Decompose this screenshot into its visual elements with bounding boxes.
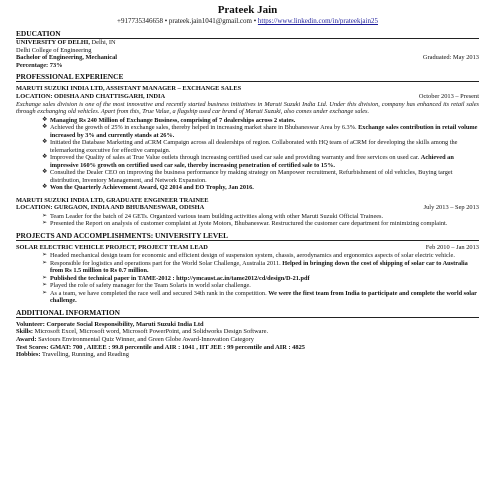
project-title: SOLAR ELECTRIC VEHICLE PROJECT, PROJECT TEAM LEAD: [16, 243, 208, 251]
project-dates: Feb 2010 – Jan 2013: [425, 243, 479, 251]
list-item: ➢ Responsible for logistics and operations part for the World Solar Challenge, Australia 2011. Helped in bringing down the cost of shipping of solar car to Australia from Rs 1.5 million to Rs 0.7 million.: [42, 259, 468, 275]
bullet-arrow-icon: ➢: [42, 212, 48, 219]
projects-heading: PROJECTS AND ACCOMPLISHMENTS: UNIVERSITY LEVEL: [16, 231, 479, 241]
degree-row: [16, 54, 479, 62]
bullet-arrow-icon: ➢: [42, 289, 48, 296]
skills-line: Skills: Microsoft Excel, Microsoft word, Microsoft PowerPoint, and Solidworks Design Software.: [16, 328, 269, 336]
university-city: Delhi, IN: [91, 39, 116, 46]
email-link[interactable]: prateek.jain1041@gmail.com: [168, 17, 252, 25]
job2-bullet-list: [16, 213, 479, 228]
list-item: ➢ Presented the Report on analysis of customer complaint at Jyote Motors, Bhubaneswar. Restructured the customer care department for minimizing complaint.: [42, 220, 448, 228]
linkedin-link[interactable]: https://www.linkedin.com/in/prateekjain25: [257, 17, 378, 25]
volunteer-line: Volunteer: Corporate Social Responsibility, Maruti Suzuki India Ltd: [16, 320, 204, 328]
bullet-arrow-icon: ➢: [42, 259, 48, 266]
experience-heading: PROFESSIONAL EXPERIENCE: [16, 72, 479, 82]
list-item: ➢ Played the role of safety manager for the Team Solaris in world solar challenge.: [42, 282, 251, 290]
job1-location-row: [16, 93, 479, 101]
contact-line: [16, 17, 479, 26]
job1-location: LOCATION: ODISHA AND CHATTISGARH, INDIA: [16, 92, 166, 100]
job1-company-role: MARUTI SUZUKI INDIA LTD, ASSISTANT MANAGER – EXCHANGE SALES: [16, 85, 242, 93]
education-heading: EDUCATION: [16, 29, 479, 39]
list-item: ➢ As a team, we have completed the race well and secured 34th rank in the competition. We were the first team from India to participate and complete the world solar challenge.: [42, 289, 477, 305]
list-item: ➢ Headed mechanical design team for economic and efficient design of suspension system, chassis, aerodynamics and ergonomics aspects of solar electric vehicle.: [42, 252, 455, 260]
bullet-arrow-icon: ➢: [42, 252, 48, 259]
university-name: UNIVERSITY OF DELHI,: [16, 39, 90, 46]
list-item: ➢ Team Leader for the batch of 24 GETs. Organized various team building activities along with other Maruti Suzuki Official Trainees.: [42, 212, 384, 220]
project-bullet-list: [16, 252, 479, 305]
bullet-diamond-icon: ❖: [42, 116, 48, 123]
list-item: ❖ Improved the Quality of sales at True Value outlets through increasing certified used car sale and providing warranty and free services on used car. Achieved an impressive 160% growth on certified used car sale, thereby increasing penetration of certified sale to 15%.: [42, 154, 454, 169]
job2-location-row: [16, 204, 479, 212]
bullet-arrow-icon: ➢: [42, 220, 48, 227]
list-item: ❖ Achieved the growth of 25% in exchange sales, thereby helped in increasing market share in Bhubaneswar Area by 6.3%. Exchange sales contribution in retail volume increased by 3% and currently stands at 26%.: [42, 124, 478, 139]
percentage: Percentage: 73%: [16, 61, 63, 69]
separator: •: [253, 17, 257, 25]
bullet-diamond-icon: ❖: [42, 139, 48, 146]
job2-location: LOCATION: GURGAON, INDIA AND BHUBANESWAR, ODISHA: [16, 204, 205, 212]
award-line: Award: Saviours Environmental Quiz Winner, and Green Globe Award-Innovation Category: [16, 336, 254, 344]
separator: •: [164, 17, 168, 25]
additional-heading: ADDITIONAL INFORMATION: [16, 308, 479, 318]
list-item: ➢ Published the technical paper in TAME-2012 : http://ymcaust.ac.in/tame2012/cd/design/D-21.pdf: [42, 274, 310, 282]
bullet-arrow-icon: ➢: [42, 282, 48, 289]
bullet-diamond-icon: ❖: [42, 169, 48, 176]
candidate-name: Prateek Jain: [217, 4, 278, 16]
job1-dates: October 2013 – Present: [418, 92, 479, 100]
list-item: ❖ Managing Rs 240 Million of Exchange Business, comprising of 7 dealerships across 2 states.: [42, 116, 296, 124]
project-title-row: [16, 244, 479, 252]
job2-dates: July 2013 – Sep 2013: [423, 204, 479, 212]
list-item: ❖ Initiated the Database Marketing and aCRM Campaign across all dealerships of region. Collaborated with HQ team of aCRM for developing the skills among the telemarketing executive for effective campaign.: [42, 139, 458, 154]
job2-company-role: MARUTI SUZUKI INDIA LTD, GRADUATE ENGINEER TRAINEE: [16, 196, 209, 204]
list-item: ❖ Won the Quarterly Achievement Award, Q2 2014 and EO Trophy, Jan 2016.: [42, 184, 254, 192]
phone-number: +917735346658: [117, 17, 163, 25]
bullet-arrow-icon: ➢: [42, 274, 48, 281]
hobbies-line: Hobbies: Travelling, Running, and Reading: [16, 351, 129, 359]
job1-description: Exchange sales division is one of the most innovative and recently started business initiatives in Maruti Suzuki India Ltd. Under this division, company has enhanced its retail sales through exchanging old vehicles. Apart from this, True Value, a flagship used car brand of Maruti Suzuki, also comes under exchange sales.: [16, 100, 479, 116]
bullet-diamond-icon: ❖: [42, 124, 48, 131]
list-item: ❖ Consulted the Dealer CEO on improving the business performance by making strategy on Manpower recruitment, Refurbishment of old vehicles, Buying target distribution, Inventory Management, and Network Expansion.: [42, 169, 453, 184]
bullet-diamond-icon: ❖: [42, 184, 48, 191]
graduation-date: Graduated: May 2013: [422, 54, 479, 62]
bullet-diamond-icon: ❖: [42, 154, 48, 161]
job1-bullet-list: [16, 117, 479, 192]
degree-name: Bachelor of Engineering, Mechanical: [16, 54, 118, 62]
college-name: Delhi College of Engineering: [16, 46, 92, 54]
university-line: [16, 39, 479, 47]
test-scores-line: Test Scores: GMAT: 700 , AIEEE : 99.8 percentile and AIR : 1041 , IIT JEE : 99 percentile and AIR : 4825: [16, 343, 305, 351]
